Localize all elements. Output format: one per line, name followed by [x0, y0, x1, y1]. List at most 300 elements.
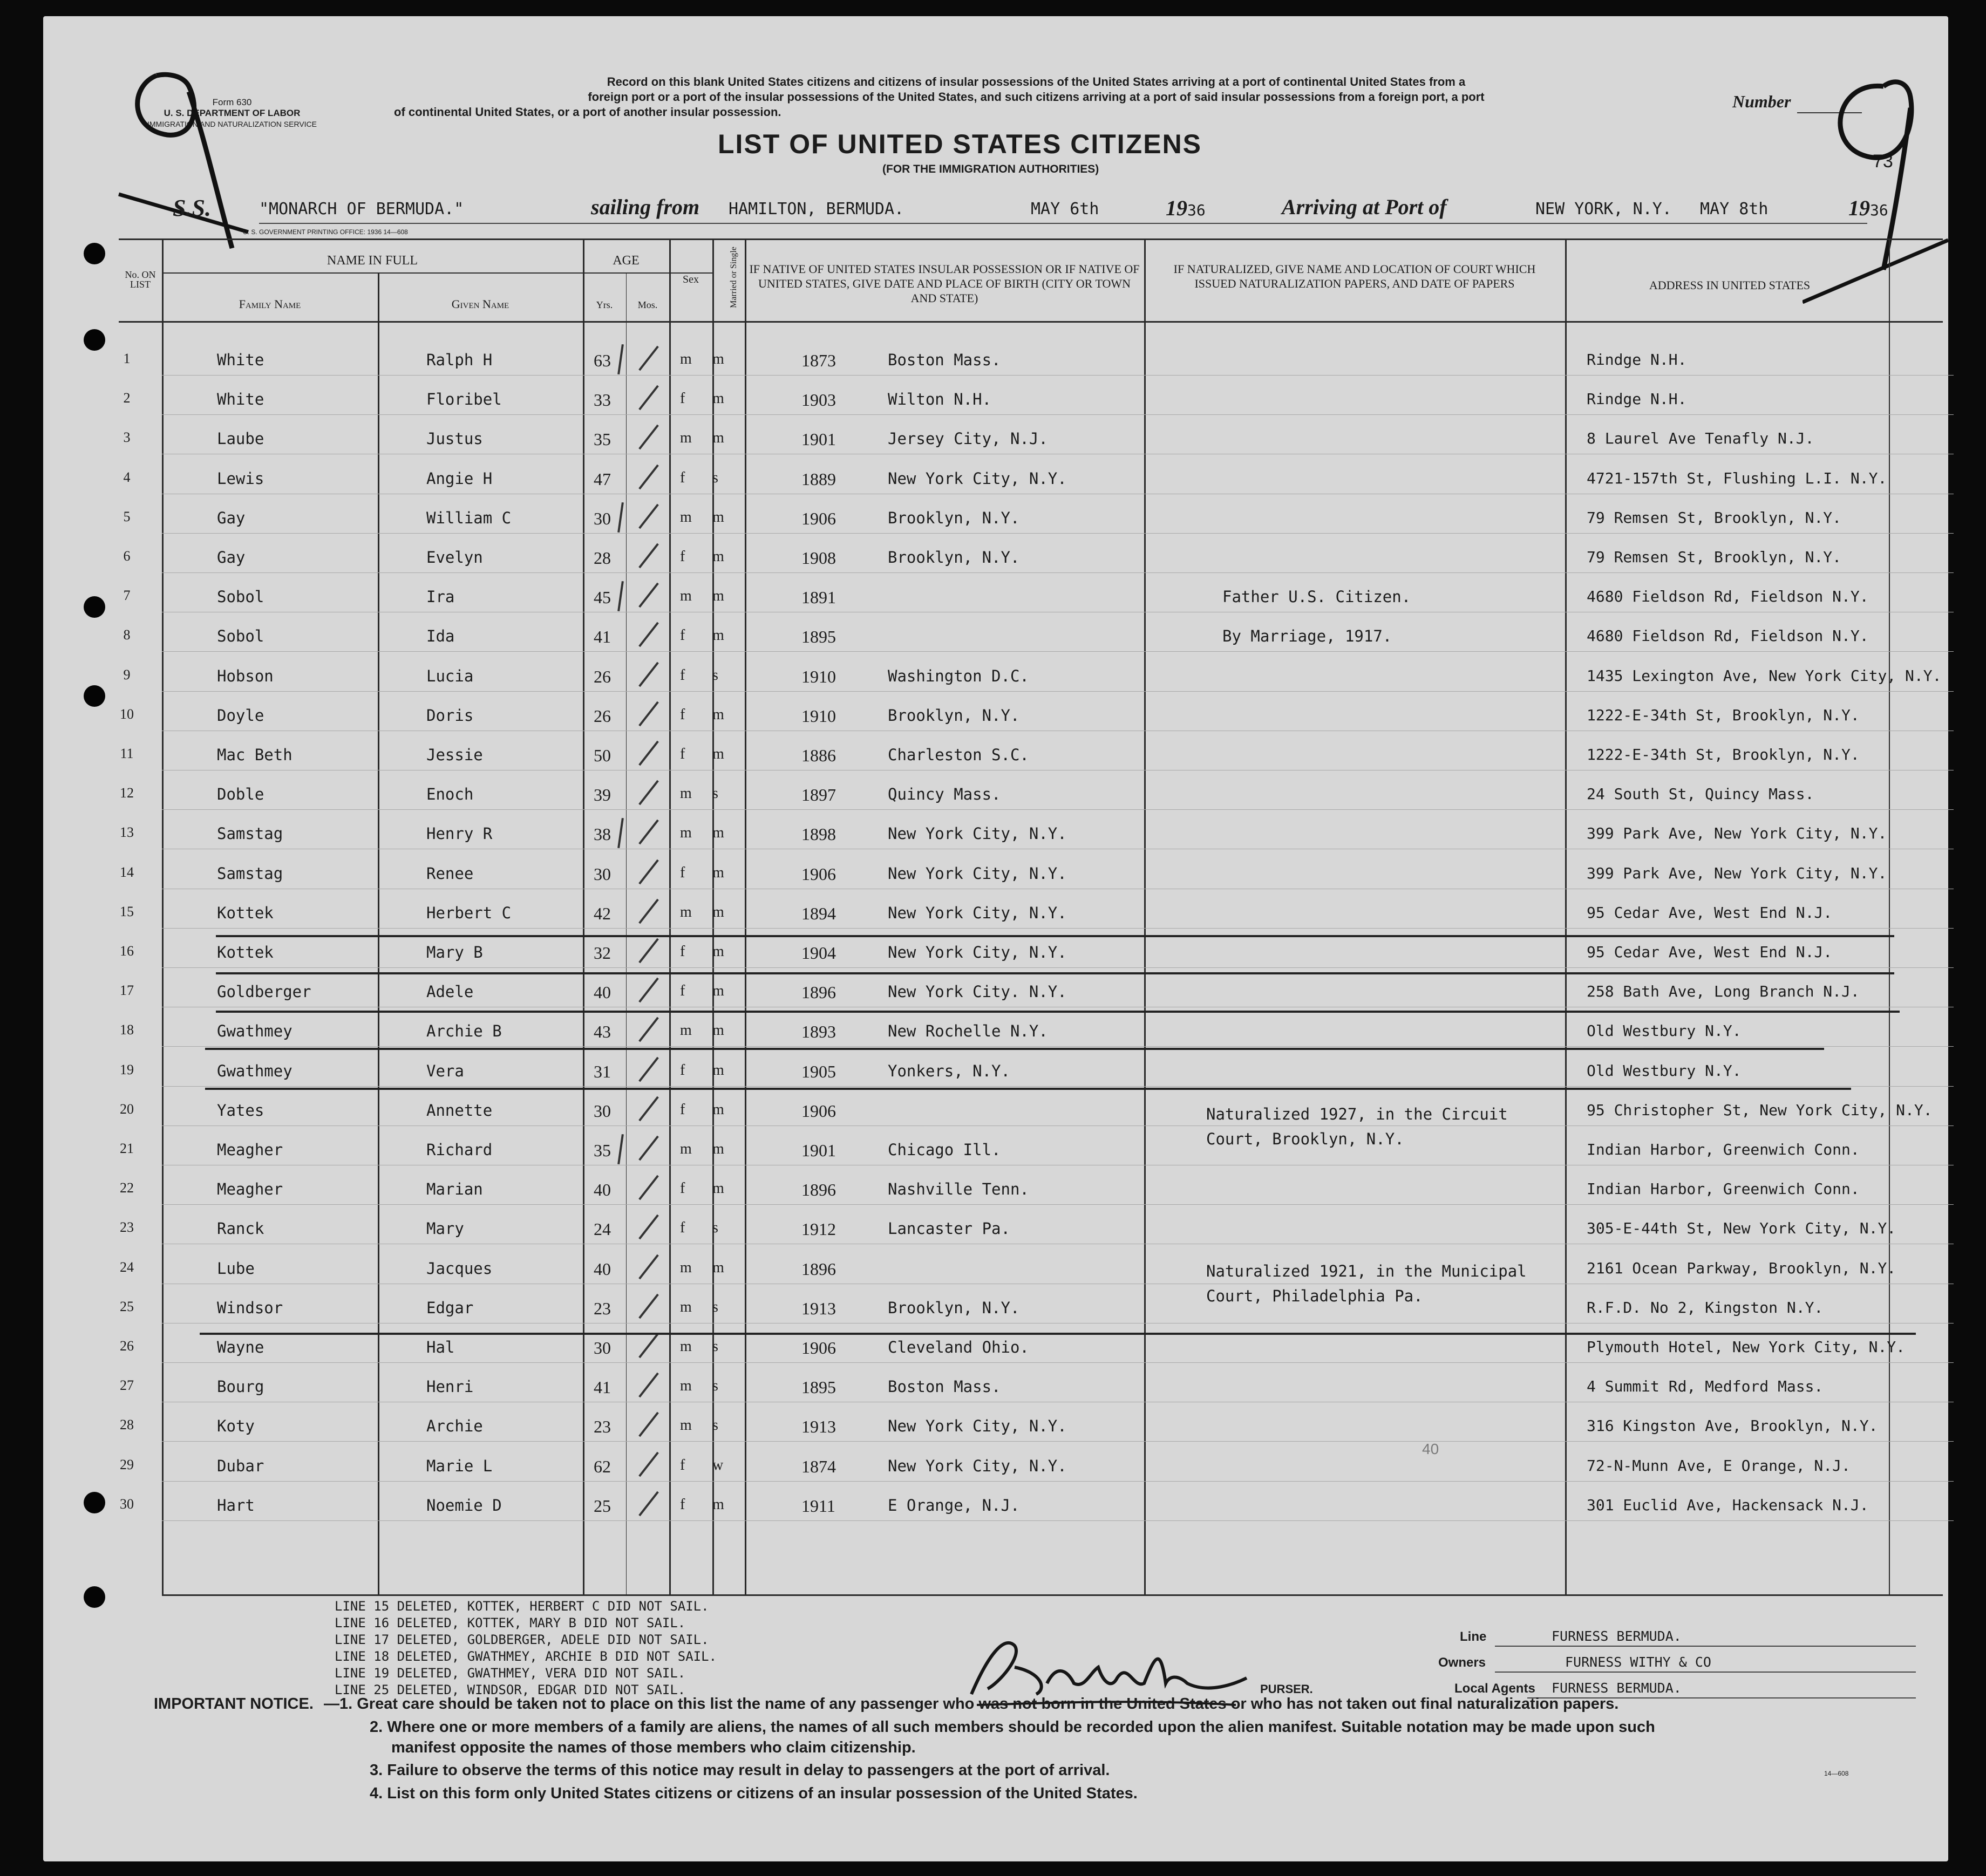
check-mark: [638, 1491, 659, 1517]
birth-year: 1904: [801, 943, 836, 963]
sex: f: [680, 943, 685, 960]
given-name: Edgar: [426, 1298, 474, 1317]
birth-year: 1897: [801, 785, 836, 805]
us-address: 95 Christopher St, New York City, N.Y.: [1587, 1101, 1933, 1119]
binder-hole: [84, 329, 105, 351]
notice-3: 3. Failure to observe the terms of this notice may result in delay to passengers at the port of arrival.: [370, 1762, 1110, 1779]
tally-mark: [617, 344, 624, 374]
us-address: 4721-157th St, Flushing L.I. N.Y.: [1587, 469, 1887, 487]
birth-year: 1886: [801, 746, 836, 765]
family-name: White: [217, 390, 264, 409]
marital-status: m: [712, 1496, 724, 1513]
check-mark: [638, 701, 659, 727]
marital-status: s: [712, 469, 718, 486]
row-number: 13: [120, 824, 134, 841]
us-address: 79 Remsen St, Brooklyn, N.Y.: [1587, 508, 1842, 527]
row-rule: [162, 1086, 1954, 1087]
row-rule: [162, 1125, 1954, 1126]
birth-place: Washington D.C.: [888, 666, 1029, 685]
birth-year: 1913: [801, 1417, 836, 1437]
row-number: 24: [120, 1259, 134, 1275]
row-number: 11: [120, 746, 134, 761]
given-name: Mary: [426, 1219, 464, 1238]
page-title: LIST OF UNITED STATES CITIZENS: [718, 129, 1202, 159]
us-address: Old Westbury N.Y.: [1587, 1061, 1742, 1080]
age-years: 41: [594, 627, 611, 647]
us-address: Rindge N.H.: [1587, 390, 1687, 408]
age-years: 23: [594, 1417, 611, 1437]
check-mark: [638, 978, 659, 1003]
us-address: Old Westbury N.Y.: [1587, 1022, 1742, 1040]
strike-line: [205, 1088, 1851, 1090]
column-divider: [162, 238, 164, 1594]
arrival-port: NEW YORK, N.Y.: [1535, 200, 1672, 219]
strike-line: [216, 972, 1894, 974]
column-divider: [1889, 238, 1890, 1594]
header-family-name: Family Name: [239, 297, 301, 311]
us-address: R.F.D. No 2, Kingston N.Y.: [1587, 1298, 1824, 1316]
birth-place: Jersey City, N.J.: [888, 429, 1048, 448]
row-rule: [162, 1046, 1954, 1047]
sex: f: [680, 1219, 685, 1237]
notice-2-continued: manifest opposite the names of those members who claim citizenship.: [391, 1739, 916, 1756]
us-address: 2161 Ocean Parkway, Brooklyn, N.Y.: [1587, 1259, 1896, 1277]
check-mark: [638, 1412, 659, 1437]
us-address: 305-E-44th St, New York City, N.Y.: [1587, 1219, 1896, 1238]
row-number: 8: [123, 627, 131, 643]
column-divider: [378, 274, 379, 1594]
row-number: 5: [123, 508, 131, 524]
given-name: Jessie: [426, 746, 483, 764]
birth-year: 1894: [801, 903, 836, 923]
birth-place: Chicago Ill.: [888, 1141, 1001, 1159]
family-name: Wayne: [217, 1338, 264, 1356]
ss-label: S.S.: [173, 195, 211, 221]
birth-place: New York City, N.Y.: [888, 1456, 1067, 1475]
notice-label: IMPORTANT NOTICE.: [154, 1695, 314, 1713]
row-number: 25: [120, 1298, 134, 1314]
header-naturalization: IF NATURALIZED, GIVE NAME AND LOCATION OF COURT WHICH ISSUED NATURALIZATION PAPERS, AND DATE OF PAPERS: [1173, 262, 1536, 290]
arrival-year-suffix: 36: [1870, 201, 1888, 219]
deleted-line-entry: LINE 18 DELETED, GWATHMEY, ARCHIE B DID NOT SAIL.: [335, 1649, 717, 1664]
given-name: Henry R: [426, 824, 493, 843]
row-rule: [162, 1481, 1954, 1482]
birth-place: Boston Mass.: [888, 351, 1001, 369]
us-address: 1222-E-34th St, Brooklyn, N.Y.: [1587, 746, 1860, 763]
instruction-line: of continental United States, or a port of another insular possession.: [394, 105, 781, 119]
family-name: Gay: [217, 548, 246, 567]
sex: m: [680, 1338, 692, 1355]
table-bottom-border: [162, 1594, 1943, 1596]
tally-mark: [617, 818, 624, 848]
age-years: 31: [594, 1061, 611, 1081]
birth-place: Nashville Tenn.: [888, 1180, 1029, 1199]
row-rule: [162, 1520, 1954, 1521]
sex: m: [680, 785, 692, 802]
row-rule: [162, 414, 1954, 415]
row-number: 16: [120, 943, 134, 959]
given-name: Annette: [426, 1101, 493, 1120]
naturalization-note: Naturalized 1927, in the Circuit Court, Brooklyn, N.Y.: [1206, 1105, 1508, 1148]
sail-year: [1166, 195, 1206, 221]
marital-status: s: [712, 1338, 718, 1355]
family-name: Gwathmey: [217, 1022, 293, 1041]
row-number: 18: [120, 1022, 134, 1038]
marital-status: s: [712, 1219, 718, 1237]
birth-place: New York City, N.Y.: [888, 469, 1067, 488]
us-address: 4680 Fieldson Rd, Fieldson N.Y.: [1587, 627, 1869, 645]
family-name: Windsor: [217, 1298, 283, 1317]
birth-place: New Rochelle N.Y.: [888, 1022, 1048, 1041]
birth-year: 1910: [801, 666, 836, 686]
row-number: 17: [120, 983, 134, 999]
voyage-underline: [259, 223, 1867, 224]
family-name: Hart: [217, 1496, 255, 1515]
sex: m: [680, 1259, 692, 1276]
age-years: 62: [594, 1456, 611, 1476]
naturalization-note: Naturalized 1921, in the Municipal Court, Philadelphia Pa.: [1206, 1262, 1527, 1305]
birth-place: New York City, N.Y.: [888, 824, 1067, 843]
header-yrs: Yrs.: [596, 299, 613, 310]
row-number: 6: [123, 548, 131, 564]
row-rule: [162, 928, 1954, 929]
check-mark: [638, 1136, 659, 1161]
row-rule: [162, 1323, 1954, 1324]
age-years: 26: [594, 706, 611, 726]
birth-year: 1906: [801, 1338, 836, 1357]
us-address: 1435 Lexington Ave, New York City, N.Y.: [1587, 666, 1942, 685]
tally-mark: [617, 581, 624, 611]
given-name: Justus: [426, 429, 483, 448]
row-rule: [162, 533, 1954, 534]
check-mark: [638, 583, 659, 608]
birth-place: Yonkers, N.Y.: [888, 1061, 1010, 1080]
naturalization-note: By Marriage, 1917.: [1222, 627, 1392, 646]
family-name: Hobson: [217, 666, 274, 685]
marital-status: m: [712, 429, 724, 447]
check-mark: [638, 1215, 659, 1240]
birth-year: 1911: [801, 1496, 835, 1516]
handwritten-number-mark: [108, 54, 264, 259]
form-number: Form 630: [212, 97, 252, 107]
marital-status: m: [712, 627, 724, 644]
birth-year: 1895: [801, 627, 836, 647]
check-mark: [638, 504, 659, 529]
us-address: 399 Park Ave, New York City, N.Y.: [1587, 864, 1887, 882]
given-name: Lucia: [426, 666, 474, 685]
strike-line: [216, 935, 1894, 937]
row-number: 9: [123, 666, 131, 683]
page-subtitle: (FOR THE IMMIGRATION AUTHORITIES): [882, 163, 1099, 175]
family-name: Bourg: [217, 1377, 264, 1396]
notice-4: 4. List on this form only United States citizens or citizens of an insular possession of the United States.: [370, 1785, 1138, 1802]
sex: f: [680, 706, 685, 723]
sex: m: [680, 824, 692, 842]
family-name: White: [217, 351, 264, 369]
marital-status: s: [712, 785, 718, 802]
header-name-in-full: NAME IN FULL: [327, 254, 418, 268]
name-header-divider: [162, 272, 626, 274]
family-name: Laube: [217, 429, 264, 448]
check-mark: [638, 899, 659, 924]
age-years: 25: [594, 1496, 611, 1516]
marital-status: m: [712, 548, 724, 565]
marital-status: m: [712, 864, 724, 881]
birth-place: Wilton N.H.: [888, 390, 992, 409]
arrival-date: MAY 8th: [1700, 200, 1769, 219]
binder-hole: [84, 596, 105, 618]
marital-status: m: [712, 508, 724, 526]
age-years: 40: [594, 1180, 611, 1200]
birth-year: 1901: [801, 1141, 836, 1160]
marital-status: m: [712, 983, 724, 1000]
birth-place: New York City, N.Y.: [888, 903, 1067, 922]
birth-year: 1893: [801, 1022, 836, 1042]
check-mark: [638, 938, 659, 964]
marital-status: s: [712, 1298, 718, 1315]
birth-place: Brooklyn, N.Y.: [888, 1298, 1020, 1317]
binder-hole: [84, 1586, 105, 1608]
birth-year: 1896: [801, 983, 836, 1002]
sex: m: [680, 903, 692, 920]
given-name: Archie: [426, 1417, 483, 1436]
family-name: Samstag: [217, 864, 283, 883]
us-address: 72-N-Munn Ave, E Orange, N.J.: [1587, 1456, 1851, 1475]
birth-place: New York City. N.Y.: [888, 983, 1067, 1001]
age-years: 26: [594, 666, 611, 686]
check-mark: [638, 1254, 659, 1279]
row-number: 15: [120, 903, 134, 919]
sex: f: [680, 1101, 685, 1118]
given-name: William C: [426, 508, 512, 527]
marital-status: m: [712, 1259, 724, 1276]
header-sex: Sex: [683, 274, 699, 285]
given-name: Hal: [426, 1338, 455, 1356]
us-address: 258 Bath Ave, Long Branch N.J.: [1587, 983, 1860, 1001]
check-mark: [638, 1175, 659, 1200]
birth-place: New York City, N.Y.: [888, 1417, 1067, 1436]
family-name: Sobol: [217, 627, 264, 646]
check-mark: [638, 1056, 659, 1082]
sex: f: [680, 390, 685, 407]
birth-place: Brooklyn, N.Y.: [888, 508, 1020, 527]
birth-year: 1891: [801, 588, 836, 608]
sex: m: [680, 508, 692, 526]
us-address: 4680 Fieldson Rd, Fieldson N.Y.: [1587, 588, 1869, 606]
check-mark: [638, 661, 659, 687]
check-mark: [638, 1017, 659, 1042]
column-divider: [1565, 238, 1567, 1594]
line-underline: [1495, 1646, 1916, 1647]
tally-mark: [617, 1134, 624, 1164]
given-name: Renee: [426, 864, 474, 883]
age-years: 30: [594, 508, 611, 528]
sex: m: [680, 429, 692, 447]
age-years: 63: [594, 351, 611, 370]
sex: m: [680, 1377, 692, 1395]
purser-label: PURSER.: [1260, 1682, 1313, 1696]
check-mark: [638, 543, 659, 569]
age-years: 35: [594, 1141, 611, 1160]
row-number: 19: [120, 1061, 134, 1077]
given-name: Henri: [426, 1377, 474, 1396]
age-years: 24: [594, 1219, 611, 1239]
us-address: Indian Harbor, Greenwich Conn.: [1587, 1180, 1860, 1198]
birth-place: Boston Mass.: [888, 1377, 1001, 1396]
marital-status: s: [712, 666, 718, 684]
strike-line: [205, 1048, 1824, 1050]
check-mark: [638, 1096, 659, 1122]
marital-status: m: [712, 746, 724, 762]
instruction-line: foreign port or a port of the insular possessions of the United States, and such citizens arriving at a port of said insular possessions from a foreign port, a port: [588, 90, 1485, 104]
check-mark: [638, 1294, 659, 1319]
family-name: Koty: [217, 1417, 255, 1436]
us-address: 301 Euclid Ave, Hackensack N.J.: [1587, 1496, 1869, 1514]
birth-year: 1873: [801, 351, 836, 370]
ship-name: "MONARCH OF BERMUDA.": [259, 200, 464, 219]
header-address: ADDRESS IN UNITED STATES: [1649, 278, 1811, 292]
form-instructions: [394, 74, 1678, 120]
birth-place: Charleston S.C.: [888, 746, 1029, 764]
row-rule: [162, 809, 1954, 810]
row-rule: [162, 651, 1954, 652]
us-address: 95 Cedar Ave, West End N.J.: [1587, 943, 1833, 961]
row-number: 30: [120, 1496, 134, 1512]
row-number: 26: [120, 1338, 134, 1354]
age-years: 40: [594, 983, 611, 1002]
row-rule: [162, 967, 1954, 968]
age-years: 43: [594, 1022, 611, 1042]
birth-year: 1901: [801, 429, 836, 449]
sail-date: MAY 6th: [1031, 200, 1099, 219]
birth-year: 1906: [801, 864, 836, 884]
row-number: 20: [120, 1101, 134, 1117]
check-mark: [638, 346, 659, 371]
us-address: Rindge N.H.: [1587, 351, 1687, 369]
age-years: 42: [594, 903, 611, 923]
deleted-line-entry: LINE 15 DELETED, KOTTEK, HERBERT C DID NOT SAIL.: [335, 1599, 709, 1614]
birth-place: Lancaster Pa.: [888, 1219, 1010, 1238]
family-name: Samstag: [217, 824, 283, 843]
check-mark: [638, 425, 659, 450]
row-number: 23: [120, 1219, 134, 1236]
sail-year-prefix: 19: [1166, 196, 1187, 220]
check-mark: [638, 1373, 659, 1398]
family-name: Dubar: [217, 1456, 264, 1475]
marital-status: m: [712, 1180, 724, 1197]
birth-place: New York City, N.Y.: [888, 864, 1067, 883]
sex: m: [680, 1022, 692, 1039]
sex: m: [680, 1141, 692, 1157]
age-years: 41: [594, 1377, 611, 1397]
age-years: 40: [594, 1259, 611, 1279]
tally-mark: [617, 502, 624, 533]
marital-status: s: [712, 1417, 718, 1434]
row-number: 10: [120, 706, 134, 722]
marital-status: m: [712, 943, 724, 960]
page-mark: 73: [1873, 151, 1893, 172]
marital-status: m: [712, 1101, 724, 1118]
notice-2: 2. Where one or more members of a family are aliens, the names of all such members should be recorded upon the alien manifest. Suitable notation may be made upon such: [370, 1718, 1655, 1736]
check-mark: [638, 859, 659, 884]
sex: f: [680, 1180, 685, 1197]
printing-note: U. S. GOVERNMENT PRINTING OFFICE: 1936 14—608: [243, 228, 408, 236]
column-divider: [1144, 238, 1146, 1594]
row-rule: [162, 1441, 1954, 1442]
birth-place: New York City, N.Y.: [888, 943, 1067, 961]
marital-status: m: [712, 588, 724, 605]
binder-hole: [84, 1492, 105, 1513]
marital-status: m: [712, 824, 724, 842]
row-rule: [162, 691, 1954, 692]
sailing-from-label: sailing from: [591, 195, 700, 219]
header-mos: Mos.: [637, 299, 658, 310]
arrival-year-prefix: 19: [1848, 196, 1870, 220]
header-birth-place: IF NATIVE OF UNITED STATES INSULAR POSSESSION OR IF NATIVE OF UNITED STATES, GIVE DATE AND PLACE OF BIRTH (CITY OR TOWN AND STATE): [749, 262, 1140, 305]
row-number: 7: [123, 588, 131, 604]
number-label: Number: [1732, 92, 1791, 111]
family-name: Yates: [217, 1101, 264, 1120]
manifest-sheet: [43, 16, 1948, 1861]
check-mark: [638, 820, 659, 845]
deleted-lines-note: [335, 1598, 717, 1698]
family-name: Sobol: [217, 588, 264, 606]
arrival-year: [1848, 195, 1888, 221]
given-name: Doris: [426, 706, 474, 725]
given-name: Vera: [426, 1061, 464, 1080]
birth-year: 1913: [801, 1298, 836, 1318]
age-years: 23: [594, 1298, 611, 1318]
age-years: 35: [594, 429, 611, 449]
family-name: Ranck: [217, 1219, 264, 1238]
birth-year: 1898: [801, 824, 836, 844]
column-divider: [626, 274, 627, 1594]
check-mark: [638, 464, 659, 489]
birth-year: 1910: [801, 706, 836, 726]
marital-status: w: [712, 1456, 724, 1473]
given-name: Ira: [426, 588, 455, 606]
row-rule: [162, 1362, 1954, 1363]
check-mark: [638, 385, 659, 411]
given-name: Enoch: [426, 785, 474, 804]
binder-hole: [84, 243, 105, 264]
birth-place: Cleveland Ohio.: [888, 1338, 1029, 1356]
marital-status: s: [712, 1377, 718, 1395]
birth-place: E Orange, N.J.: [888, 1496, 1020, 1515]
given-name: Noemie D: [426, 1496, 502, 1515]
birth-place: Quincy Mass.: [888, 785, 1001, 804]
family-name: Lube: [217, 1259, 255, 1278]
deleted-line-entry: LINE 25 DELETED, WINDSOR, EDGAR DID NOT SAIL.: [335, 1682, 686, 1697]
column-divider: [669, 238, 671, 1594]
sex: f: [680, 1456, 685, 1473]
sex: f: [680, 864, 685, 881]
agents-label: Local Agents: [1454, 1681, 1535, 1696]
marital-status: m: [712, 351, 724, 367]
marital-status: m: [712, 706, 724, 723]
row-number: 27: [120, 1377, 134, 1394]
sex: f: [680, 1496, 685, 1513]
given-name: Marie L: [426, 1456, 493, 1475]
birth-year: 1895: [801, 1377, 836, 1397]
birth-year: 1906: [801, 1101, 836, 1121]
sex: m: [680, 1417, 692, 1434]
sex: m: [680, 1298, 692, 1315]
table-header-border: [119, 321, 1943, 323]
margin-number: 40: [1422, 1441, 1439, 1457]
given-name: Herbert C: [426, 903, 512, 922]
family-name: Lewis: [217, 469, 264, 488]
